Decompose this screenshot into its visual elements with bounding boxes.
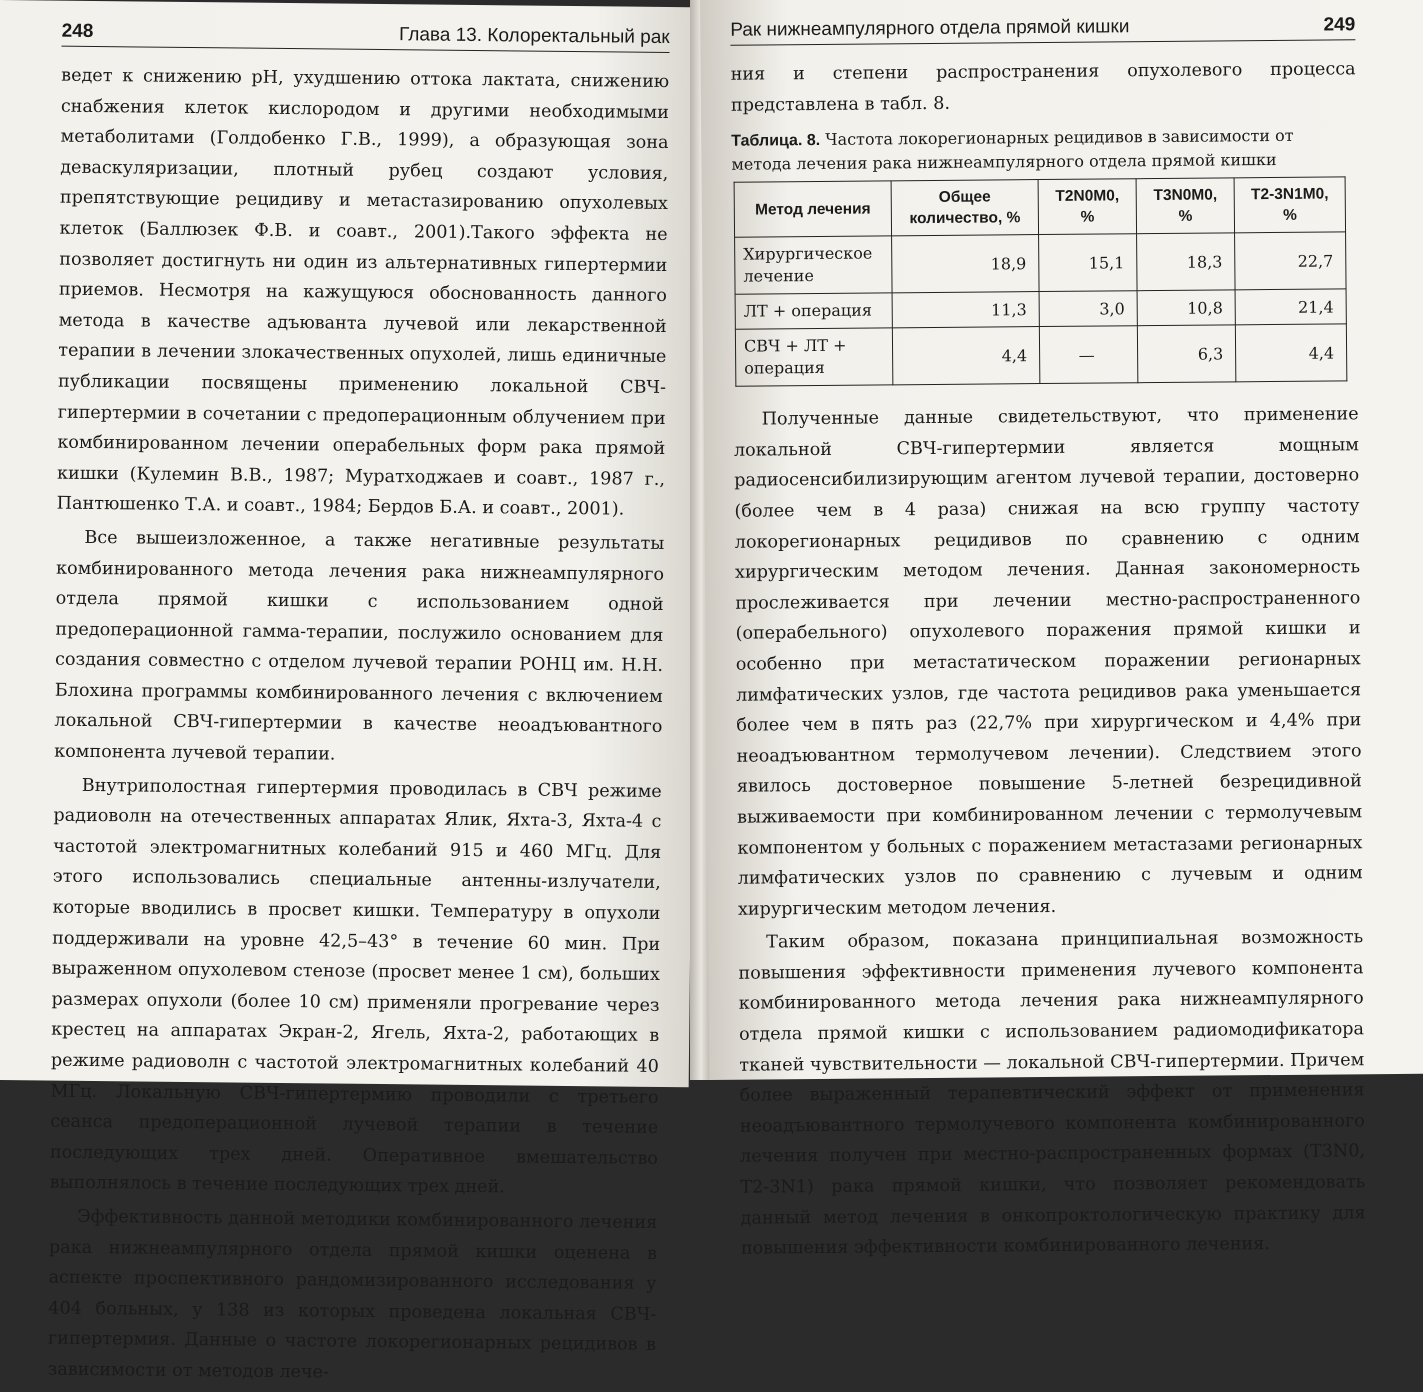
- table-cell: 18,9: [892, 235, 1039, 293]
- left-paragraph-2: Все вышеизложенное, а также негативные результаты комбинированного метода лечения рака нижнеампулярного отдела прямой кишки с использованием одной предоперационной гамма-терапии, послужило основанием для создания совместно с отделом лучевой терапии РОНЦ им. Н.Н. Блохина программы комбинированного лечения с включением локальной СВЧ-гипертермии в качестве неоадъювантного компонента лучевой терапии.: [54, 527, 665, 765]
- right-intro-paragraph: ния и степени распространения опухолевого процесса представлена в табл. 8.: [730, 59, 1356, 116]
- table-cell: 10,8: [1137, 290, 1235, 326]
- table-header-cell: Общее количество, %: [891, 180, 1038, 236]
- left-paragraph-1: ведет к снижению pH, ухудшению оттока лактата, снижению снабжения клеток кислородом и другими необходимыми метаболитами (Голдобенко Г.В., 1999), а образующая зона деваскуляризации, плотный рубец создают условия, препятствующие рецидиву и метастазированию опухолевых клеток (Баллюзек Ф.В. и соавт., 2001).Такого эффекта не позволяет достигнуть ни один из альтернативных гипертермии приемов. Несмотря на кажущуюся обоснованность данного метода в качестве адъюванта лучевой или лекарственной терапии в лечении злокачественных опухолей, лишь единичные публикации посвящены применению локальной СВЧ-гипертермии в сочетании с предоперационным облучением при комбинированном лечении операбельных форм рака прямой кишки (Кулемин В.В., 1987; Муратходжаев и соавт., 1987 г., Пантюшенко Т.А. и соавт., 1984; Бердов Б.А. и соавт., 2001).: [56, 65, 670, 520]
- table-caption: [731, 123, 1356, 175]
- right-page-number: 249: [1323, 14, 1356, 36]
- right-section-title: Рак нижнеампулярного отдела прямой кишки: [730, 16, 1130, 41]
- table-row: [735, 289, 1346, 329]
- left-running-header: [62, 21, 670, 53]
- table-cell: 22,7: [1235, 232, 1346, 290]
- table-header-cell: T2-3N1M0, %: [1234, 177, 1345, 233]
- table-cell: ЛТ + операция: [735, 293, 892, 329]
- table-row: [735, 324, 1346, 386]
- table-header-row: [734, 177, 1345, 237]
- table-cell: СВЧ + ЛТ + операция: [735, 328, 892, 386]
- right-running-header: [730, 14, 1355, 45]
- table-cell: 15,1: [1039, 234, 1138, 292]
- table-caption-number: Таблица. 8.: [731, 132, 821, 150]
- table-cell: Хирургическое лечение: [735, 236, 892, 294]
- table-caption-text: Частота локорегионарных рецидивов в зависимости от метода лечения рака нижнеампулярного отдела прямой кишки: [731, 126, 1294, 174]
- table-cell: 11,3: [892, 292, 1039, 328]
- left-chapter-title: Глава 13. Колоректальный рак: [398, 24, 670, 49]
- left-paragraph-4: Эффективность данной методики комбинированного лечения рака нижнеампулярного отдела прямой кишки оценена в аспекте проспективного рандомизированного исследования у 404 больных, у 138 из которых проведена локальная СВЧ-гипертермия. Данные о частоте локорегионарных рецидивов в зависимости от методов лече-: [47, 1206, 658, 1383]
- left-page: [0, 0, 700, 1383]
- left-paragraph-3: Внутриполостная гипертермия проводилась в СВЧ режиме радиоволн на отечественных аппаратах Ялик, Яхта-3, Яхта-4 с частотой электромагнитных колебаний 915 и 460 МГц. Для этого использовались специальные антенны-излучатели, которые вводились в просвет кишки. Температуру в опухоли поддерживали на уровне 42,5–43° в течение 60 мин. При выраженном опухолевом стенозе (просвет менее 1 см), больших размерах опухоли (более 10 см) применяли прогревание через крестец на аппаратах Экран-2, Ягель, Яхта-2, работающих в режиме радиоволн с частотой электромагнитных колебаний 40 МГц. Локальную СВЧ-гипертермию проводили с третьего сеанса предоперационной лучевой терапии в течение последующих трех дней. Оперативное вмешательство выполнялось в течение последующих трех дней.: [49, 775, 662, 1198]
- table-cell: 3,0: [1039, 291, 1137, 327]
- right-paragraph-2: Таким образом, показана принципиальная возможность повышения эффективности применения лучевого компонента комбинированного метода лечения рака нижнеампулярного отдела прямой кишки с использованием радиомодификатора тканей чувствительности — локальной СВЧ-гипертермии. Причем более выраженный терапевтический эффект от применения неоадъювантного термолучевого компонента комбинированного лечения получен при местно-распространенных формах (T3N0, T2-3N1) рака прямой кишки, что позволяет рекомендовать данный метод лечения в онкопроктологическую практику для повышения эффективности комбинированного лечения.: [738, 927, 1366, 1259]
- left-body-text: [47, 61, 669, 1392]
- table-cell: 18,3: [1137, 233, 1236, 291]
- table-cell: 21,4: [1235, 289, 1346, 325]
- table-row: [735, 232, 1346, 294]
- table-cell: —: [1039, 326, 1138, 384]
- table-header-cell: T3N0M0, %: [1136, 178, 1235, 234]
- table-header-cell: T2N0M0, %: [1038, 179, 1137, 235]
- table-cell: 4,4: [892, 327, 1039, 385]
- right-page: [700, 0, 1423, 1259]
- table-header-cell: Метод лечения: [734, 181, 891, 237]
- left-page-number: 248: [61, 20, 94, 42]
- recurrence-table: [734, 177, 1348, 387]
- right-paragraph-1: Полученные данные свидетельствуют, что применение локальной СВЧ-гипертермии является мощным радиосенсибилизирующим агентом лучевой терапии, достоверно (более чем в 4 раза) снижая на всю группу частоту локорегионарных рецидивов по сравнению с одним хирургическим методом лечения. Данная закономерность прослеживается при лечении местно-распространенного (операбельного) опухолевого поражения прямой кишки и особенно при метастатическом поражении регионарных лимфатических узлов, где частота рецидивов рака уменьшается более чем в пять раз (22,7% при хирургическом и 4,4% при неоадъювантном термолучевом лечении). Следствием этого явилось достоверное повышение 5-летней безрецидивной выживаемости при комбинированном лечении с термолучевым компонентом у больных с поражением метастазами регионарных лимфатических узлов по сравнению с лучевым и одним хирургическим методом лечения.: [733, 404, 1363, 920]
- right-body-text: [731, 54, 1366, 1264]
- table-cell: 4,4: [1235, 324, 1346, 382]
- table-cell: 6,3: [1137, 325, 1236, 383]
